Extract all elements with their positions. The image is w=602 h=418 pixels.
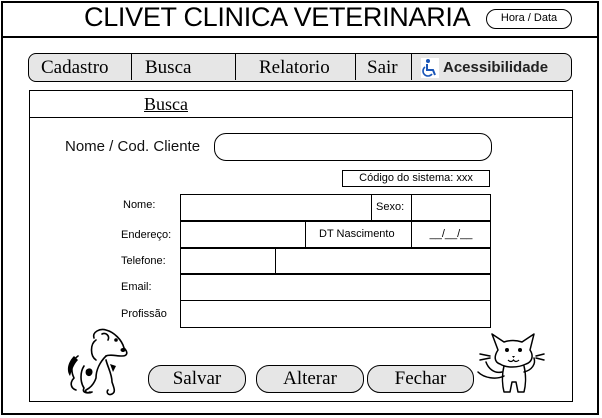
menu-acessibilidade[interactable]: [421, 54, 548, 80]
search-input[interactable]: [214, 133, 492, 161]
menu-separator: [355, 54, 356, 80]
dt-nascimento-label: DT Nascimento: [319, 228, 395, 240]
menu-separator: [411, 54, 412, 80]
menu-cadastro[interactable]: Cadastro: [41, 57, 109, 78]
menu-separator: [131, 54, 132, 80]
nome-label: Nome:: [123, 199, 156, 211]
profissao-label: Profissão: [121, 308, 167, 320]
email-field[interactable]: [180, 274, 491, 301]
cat-illustration: [474, 328, 546, 396]
system-code: Código do sistema: xxx: [342, 170, 490, 187]
profissao-field[interactable]: [180, 300, 491, 328]
salvar-button[interactable]: Salvar: [148, 365, 246, 393]
panel-title-divider: [30, 117, 572, 118]
telefone-label: Telefone:: [121, 255, 166, 267]
menu-sair[interactable]: Sair: [367, 57, 398, 78]
endereco-label: Endereço:: [121, 229, 172, 241]
acessibilidade-label: Acessibilidade: [443, 59, 549, 76]
dt-nascimento-label-cell: [305, 221, 412, 248]
menu-busca[interactable]: Busca: [145, 57, 192, 78]
header-divider: [2, 36, 598, 38]
telefone-field[interactable]: [275, 248, 491, 274]
panel-title: Busca: [144, 94, 188, 114]
fechar-button[interactable]: Fechar: [367, 365, 474, 393]
dog-illustration: [66, 326, 136, 398]
app-title: CLIVET CLINICA VETERINARIA: [84, 2, 471, 32]
endereco-field[interactable]: [180, 221, 306, 248]
dt-nascimento-field[interactable]: __/__/__: [411, 221, 491, 248]
wheelchair-icon: [421, 58, 439, 78]
search-label: Nome / Cod. Cliente: [65, 138, 201, 155]
menu-relatorio[interactable]: Relatorio: [259, 57, 330, 78]
menu-separator: [235, 54, 236, 80]
nome-field[interactable]: [180, 194, 372, 221]
alterar-button[interactable]: Alterar: [256, 365, 364, 393]
sexo-label: Sexo:: [376, 201, 405, 213]
sexo-field[interactable]: [411, 194, 491, 221]
telefone-field-ddd[interactable]: [180, 248, 276, 274]
main-menu: [28, 53, 572, 82]
sexo-label-cell: [371, 194, 412, 221]
email-label: Email:: [121, 281, 152, 293]
clock-display: Hora / Data: [486, 9, 572, 29]
